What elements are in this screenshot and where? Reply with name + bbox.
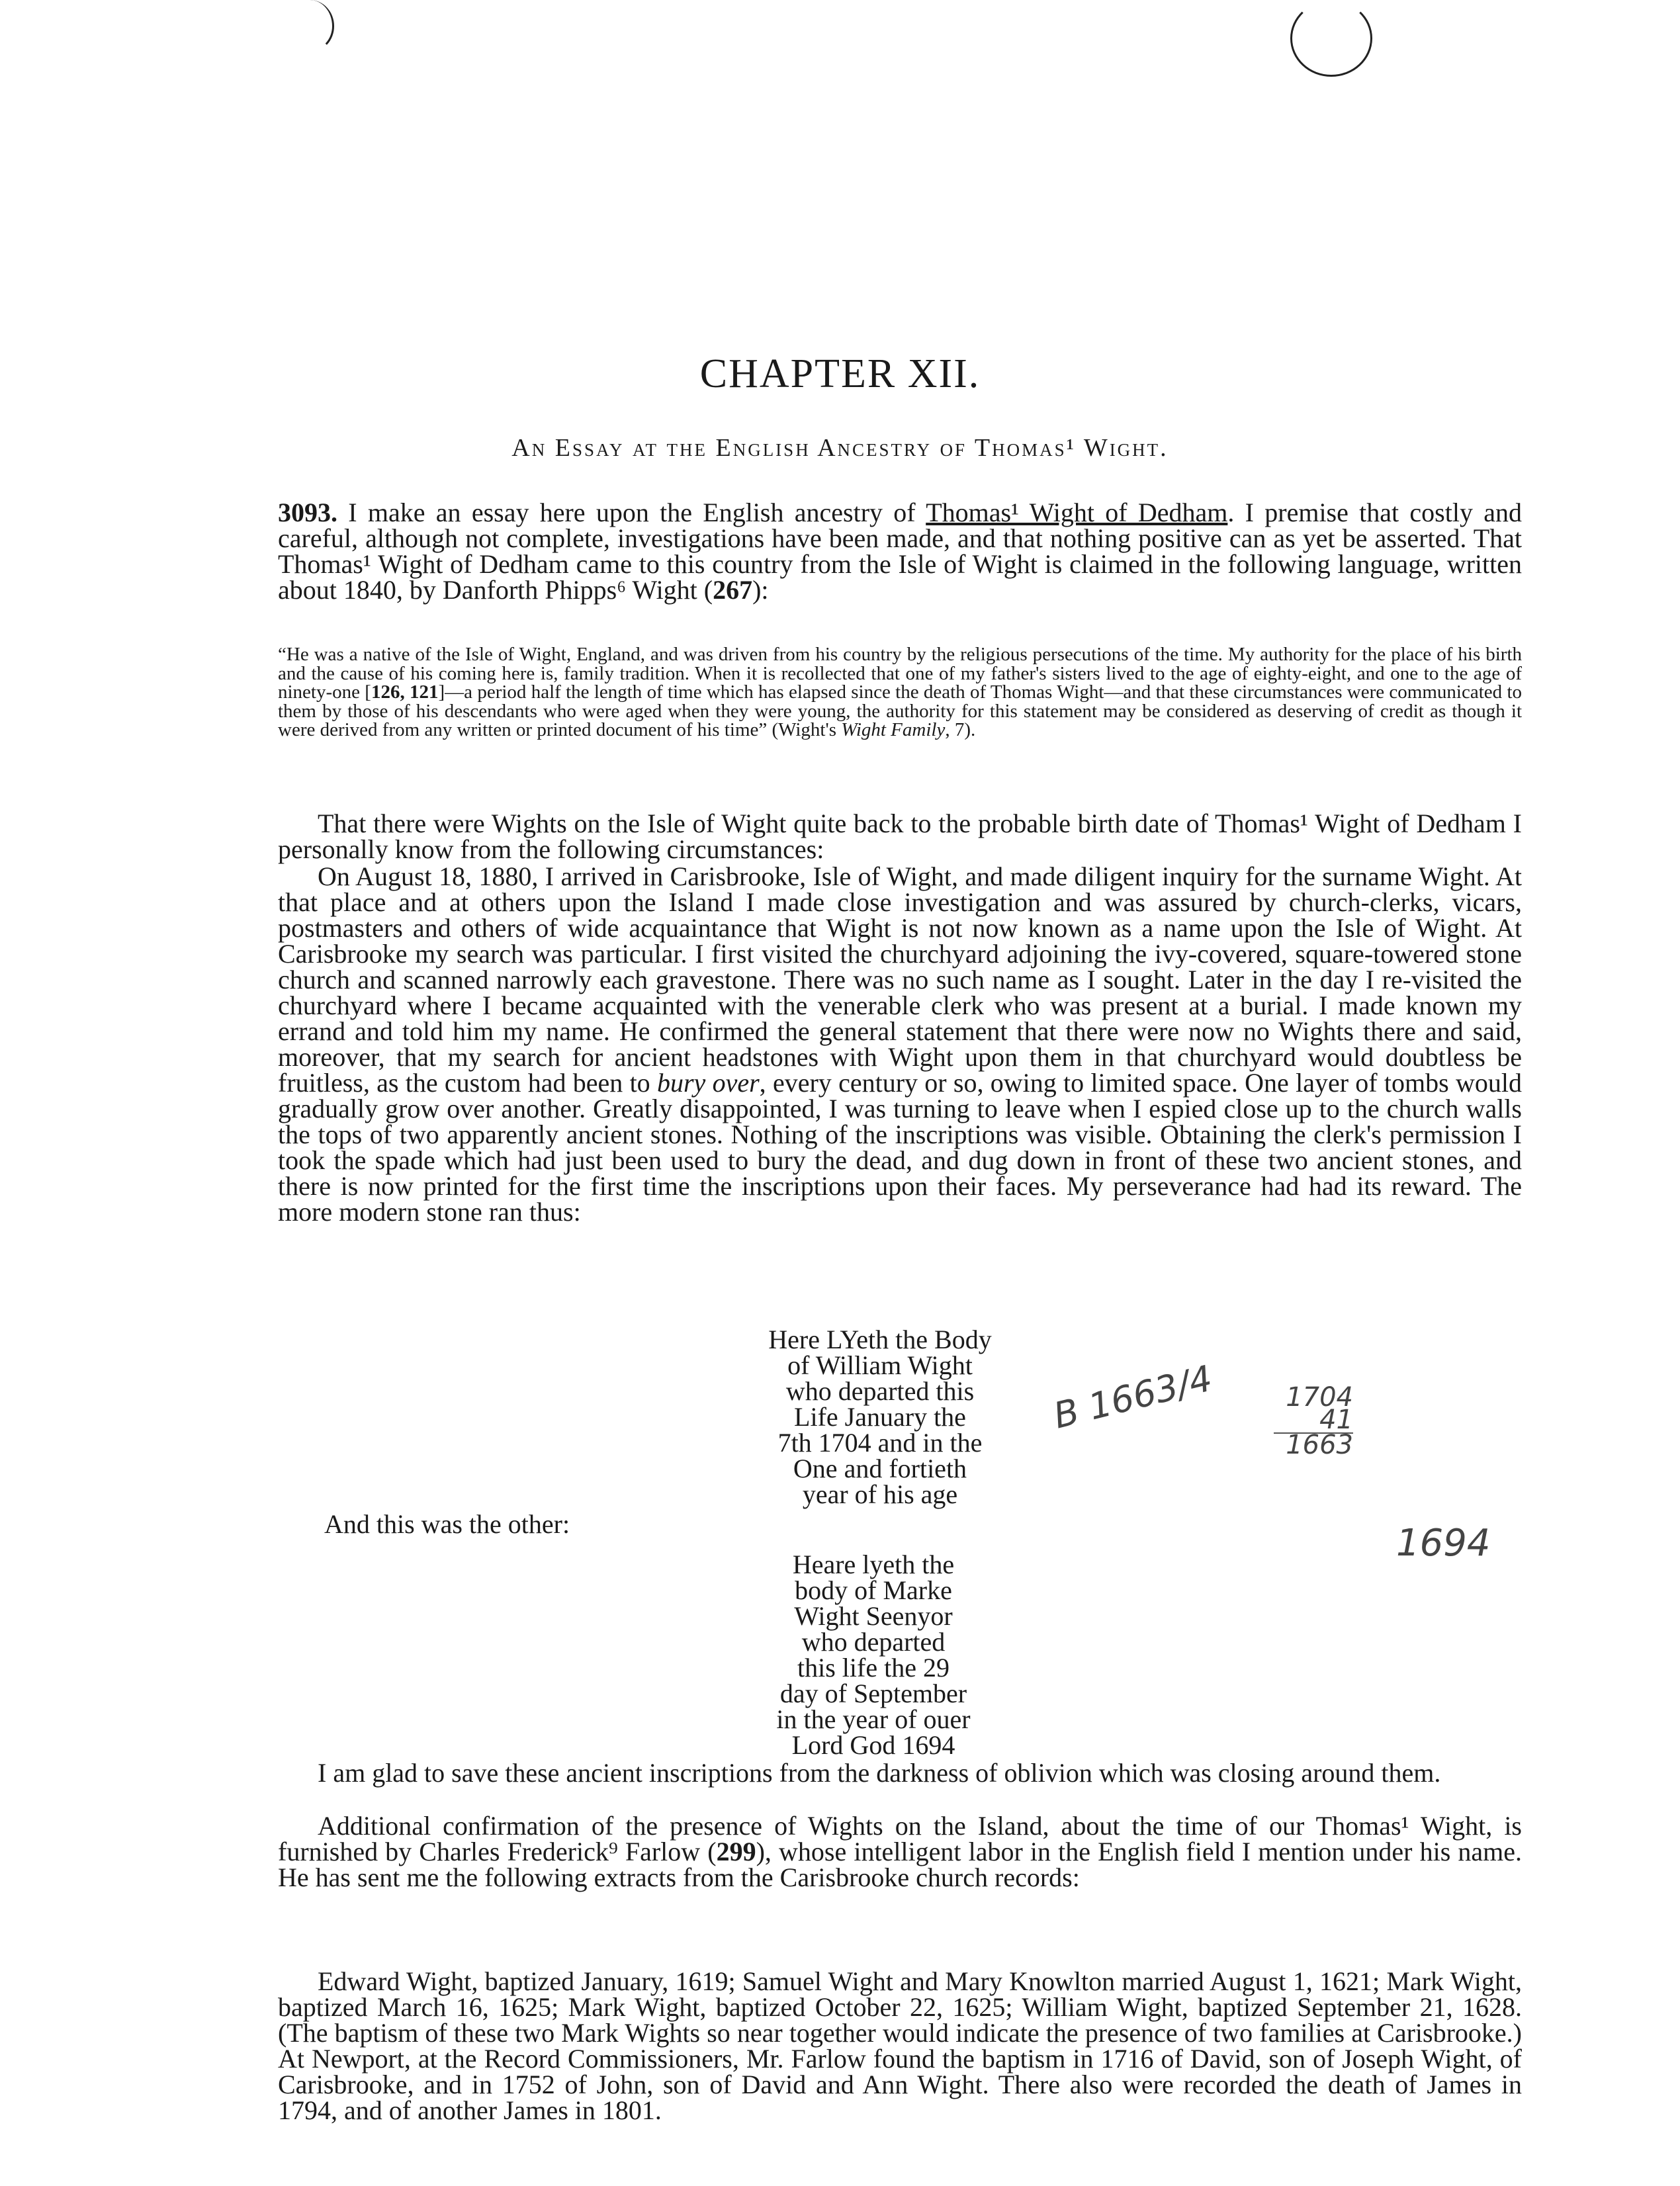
paragraph-church-records: Edward Wight, baptized January, 1619; Samuel Wight and Mary Knowlton married August 1, 1621; Mark Wight, baptized March 16, 1625; Mark Wight, baptized October 22, 1625; William Wight, baptized September 21, 1628. (The baptism of these two Mark Wights so near together would indicate the presence of two families at Carisbrooke.) At Newport, at the Record Commissioners, Mr. Farlow found the baptism in 1716 of David, son of Joseph Wight, of Carisbrooke, and in 1752 of John, son of David and Ann Wight. There also were recorded the death of James in 1794, and of another James in 1801.: [278, 1966, 1522, 2125]
ref-number: 299: [716, 1837, 756, 1866]
para5-text-a: Additional confirmation of the presence of Wights on the Island, about the time of our Thomas¹ Wight, is furnished by Charles Frederick⁹ Farlow (: [278, 1811, 1522, 1866]
quote-refs: 126, 121: [371, 681, 439, 703]
chapter-subtitle: An Essay at the English Ancestry of Thomas¹ Wight.: [511, 434, 1169, 462]
underlined-name: Thomas¹ Wight of Dedham: [926, 498, 1228, 527]
epitaph-line: who departed this: [785, 1376, 975, 1406]
para1-text-a: I make an essay here upon the English ancestry of: [348, 498, 926, 527]
para1-text-c: ):: [752, 575, 769, 605]
epitaph-line: Here LYeth the Body: [768, 1325, 992, 1354]
quote-text-a: “He was a native of the Isle of Wight, England, and was driven from his country by the religious persecutions of the time. My authority for the place of his birth and the cause of his coming here is, family tradition. When it is recollected that one of my father's sisters lived to the age of eighty-eight, and one to the age of ninety-one [: [278, 644, 1522, 703]
quote-text-b: ]—a period half the length of time which has elapsed since the death of Thomas Wight—and that these circumstances were communicated to them by those of his descendants who were aged when they were young, the authority for this statement may be considered as deserving of credit as though it were derived from any written or printed document of his time” (Wight's: [278, 681, 1523, 740]
quote-text-c: , 7).: [945, 719, 976, 740]
epitaph-line: One and fortieth: [793, 1454, 967, 1483]
epitaph-line: year of his age: [802, 1479, 958, 1509]
quote-source: Wight Family: [841, 719, 946, 740]
epitaph-line: Wight Seenyor: [794, 1601, 953, 1631]
epitaph-marke-wight: [734, 1552, 1012, 1758]
handwritten-line: 1663: [1274, 1432, 1353, 1456]
paragraph-carisbrooke-visit: [278, 863, 1522, 1225]
para3-text-a: On August 18, 1880, I arrived in Carisbrooke, Isle of Wight, and made diligent inquiry for the surname Wight. At that place and at others upon the Island I made close investigation and was assured by church-clerks, vicars, postmasters and others of wide acquaintance that Wight is not now known as a name upon the Isle of Wight. At Carisbrooke my search was particular. I first visited the churchyard adjoining the ivy-covered, square-towered stone church and scanned narrowly each gravestone. There was no such name as I sought. Later in the day I re-visited the churchyard where I became acquainted with the venerable clerk who was present at a burial. I made known my errand and told him my name. He confirmed the general statement that there were now no Wights there and said, moreover, that my search for ancient headstones with Wight upon them in that churchyard would doubtless be fruitless, as the custom had been to: [278, 861, 1522, 1098]
epitaph-label: And this was the other:: [324, 1509, 570, 1539]
paragraph-number: 3093.: [278, 498, 337, 527]
block-quote: [278, 645, 1522, 740]
ref-number: 267: [713, 575, 753, 605]
handwritten-note-1694: 1694: [1396, 1522, 1491, 1565]
epitaph-line: Lord God 1694: [791, 1730, 955, 1760]
punch-hole-right: [1290, 0, 1372, 77]
para3-emphasis: bury over: [656, 1068, 760, 1098]
epitaph-line: 7th 1704 and in the: [777, 1428, 983, 1458]
punch-hole-left: [286, 0, 334, 52]
handwritten-line: 1704: [1286, 1382, 1353, 1413]
para5-text-b: ), whose intelligent labor in the English field I mention under his name. He has sent me the following extracts from the Carisbrooke church records:: [278, 1837, 1522, 1892]
epitaph-line: in the year of ouer: [776, 1704, 971, 1734]
paragraph-save-inscriptions: I am glad to save these ancient inscriptions from the darkness of oblivion which was closing around them.: [318, 1758, 1441, 1788]
epitaph-line: this life the 29: [797, 1653, 950, 1683]
epitaph-line: of William Wight: [787, 1350, 973, 1380]
para1-text-b: . I premise that costly and careful, although not complete, investigations have been made, and that nothing positive can as yet be asserted. That Thomas¹ Wight of Dedham came to this country from the Isle of Wight is claimed in the following language, written about 1840, by Danforth Phipps⁶ Wight (: [278, 498, 1522, 605]
para3-text-b: , every century or so, owing to limited space. One layer of tombs would gradually grow over another. Greatly disappointed, I was turning to leave when I espied close up to the church walls the tops of two apparently ancient stones. Nothing of the inscriptions was visible. Obtaining the clerk's permission I took the spade which had just been used to bury the dead, and dug down in front of these two ancient stones, and there is now printed for the first time the inscriptions upon their faces. My perseverance had had its reward. The more modern stone ran thus:: [278, 1068, 1522, 1227]
epitaph-line: Heare lyeth the: [792, 1550, 955, 1579]
epitaph-william-wight: [728, 1327, 1032, 1507]
chapter-title: CHAPTER XII.: [699, 351, 981, 396]
handwritten-note-birth: B 1663/4: [1049, 1357, 1217, 1437]
epitaph-line: who departed: [801, 1627, 946, 1657]
handwritten-subtraction: [1274, 1382, 1353, 1460]
paragraph-3093: [278, 500, 1522, 603]
paragraph-wights-on-isle: That there were Wights on the Isle of Wight quite back to the probable birth date of Thomas¹ Wight of Dedham I personally know from the following circumstances:: [278, 809, 1522, 864]
epitaph-line: day of September: [779, 1679, 967, 1708]
paragraph-additional-confirmation: [278, 1813, 1522, 1890]
epitaph-line: body of Marke: [795, 1575, 952, 1605]
epitaph-line: Life January the: [794, 1402, 966, 1432]
handwritten-line: 41: [1319, 1405, 1353, 1435]
